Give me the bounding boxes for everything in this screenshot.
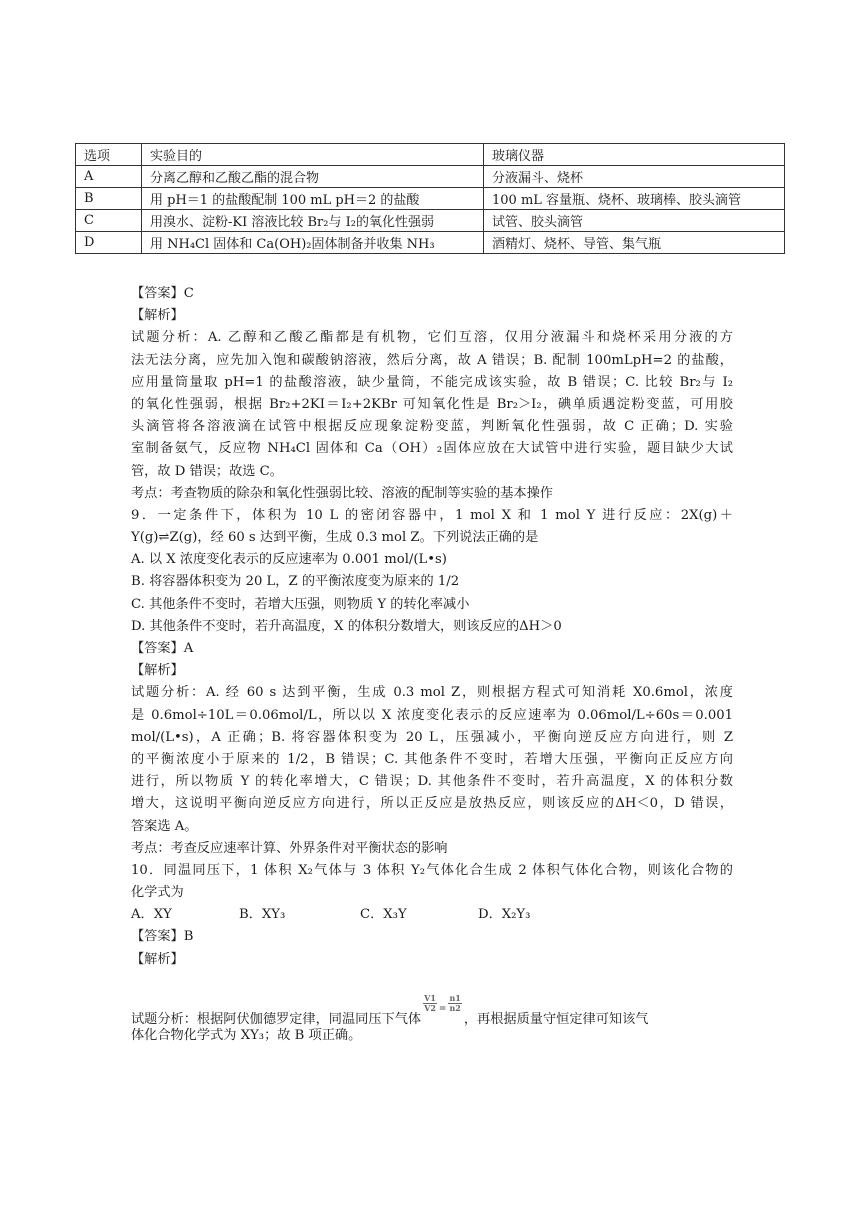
- text-line: mol/(L•s)，A 正确；B. 将容器体积变为 20 L，压强减小，平衡向逆反应方向进行，则 Z: [131, 729, 733, 745]
- text-line: 是 0.6mol÷10L＝0.06mol/L，所以以 X 浓度变化表示的反应速率为 0.06mol/L÷60s＝0.001: [131, 707, 733, 723]
- text-line: B. 将容器体积变为 20 L，Z 的平衡浓度变为原来的 1/2: [131, 574, 460, 590]
- table-header-cell: 选项: [76, 144, 142, 166]
- table-header-cell: 实验目的: [142, 144, 484, 166]
- table-cell: 用 pH＝1 的盐酸配制 100 mL pH＝2 的盐酸: [142, 188, 484, 210]
- table-cell: 分离乙醇和乙酸乙酯的混合物: [142, 166, 484, 188]
- text-line: Y(g)⇌Z(g)，经 60 s 达到平衡，生成 0.3 mol Z。下列说法正确的是: [131, 530, 539, 546]
- text-line: 的氧化性强弱，根据 Br₂+2KI＝I₂+2KBr 可知氧化性是 Br₂＞I₂，碘单质遇淀粉变蓝，可用胶: [131, 396, 733, 412]
- table-cell: 用 NH₄Cl 固体和 Ca(OH)₂固体制备并收集 NH₃: [142, 232, 484, 254]
- fraction-n-top: n1: [449, 992, 461, 1003]
- table-row: [76, 166, 785, 188]
- fraction-n-bottom: n2: [449, 1002, 461, 1013]
- q10-option-d: D．X₂Y₃: [478, 907, 531, 923]
- text-line: 9．一定条件下，体积为 10 L 的密闭容器中，1 mol X 和 1 mol Y 进行反应：2X(g)＋: [131, 507, 733, 523]
- table-cell: A: [76, 166, 142, 188]
- text-line: 管，故 D 错误；故选 C。: [131, 463, 283, 479]
- table-cell: D: [76, 232, 142, 254]
- table-cell: 分液漏斗、烧杯: [484, 166, 785, 188]
- fraction-v-bottom: V2: [424, 1002, 436, 1013]
- table-row: [76, 232, 785, 254]
- text-line: 化学式为: [131, 885, 184, 901]
- text-line: 应用量筒量取 pH=1 的盐酸溶液，缺少量筒，不能完成该实验，故 B 错误；C. 比较 Br₂与 I₂: [131, 374, 733, 390]
- table-row: [76, 188, 785, 210]
- text-line: 增大，这说明平衡向逆反应方向进行，所以正反应是放热反应，则该反应的ΔH＜0，D 错误，: [131, 796, 733, 812]
- table-cell: 酒精灯、烧杯、导管、集气瓶: [484, 232, 785, 254]
- fraction-n: [448, 994, 461, 1013]
- document-body: [131, 283, 733, 1047]
- text-line: 【解析】: [131, 663, 184, 679]
- table-cell: 100 mL 容量瓶、烧杯、玻璃棒、胶头滴管: [484, 188, 785, 210]
- text-line: 【答案】A: [131, 641, 194, 656]
- text-line: 试题分析：A. 经 60 s 达到平衡，生成 0.3 mol Z，则根据方程式可知消耗 X0.6mol，浓度: [131, 685, 733, 701]
- q10-options: [131, 904, 733, 926]
- options-table: [75, 143, 785, 254]
- table-cell: B: [76, 188, 142, 210]
- table-header-row: [76, 144, 785, 166]
- text-line: D. 其他条件不变时，若升高温度，X 的体积分数增大，则该反应的ΔH＞0: [131, 618, 562, 634]
- text-line: 试题分析：A. 乙醇和乙酸乙酯都是有机物，它们互溶，仅用分液漏斗和烧杯采用分液的方: [131, 330, 733, 346]
- fraction-v: [423, 994, 437, 1013]
- text-line: C. 其他条件不变时，若增大压强，则物质 Y 的转化率减小: [131, 596, 470, 612]
- table-cell: C: [76, 210, 142, 232]
- text-line: 进行，所以物质 Y 的转化率增大，C 错误；D. 其他条件不变时，若升高温度，X 的体积分数: [131, 774, 733, 790]
- formula-equals: =: [438, 1003, 447, 1014]
- q10-option-a: A．XY: [131, 907, 172, 923]
- table-header-cell: 玻璃仪器: [484, 144, 785, 166]
- answer-label: 【答案】B: [131, 929, 194, 945]
- text-line: 考点：考查反应速率计算、外界条件对平衡状态的影响: [131, 840, 448, 856]
- formula-text-before: 试题分析：根据阿伏伽德罗定律，同温同压下气体: [131, 1011, 422, 1027]
- text-line: 【答案】C: [131, 286, 194, 301]
- table-row: [76, 210, 785, 232]
- formula-text-after: ，再根据质量守恒定律可知该气: [463, 1011, 649, 1027]
- final-line: 体化合物化学式为 XY₃；故 B 项正确。: [131, 1027, 362, 1043]
- text-line: 头滴管将各溶液滴在试管中根据反应现象淀粉变蓝，判断氧化性强弱，故 C 正确；D. 实验: [131, 419, 733, 435]
- q10-option-c: C．X₃Y: [360, 907, 407, 923]
- text-line: 的平衡浓度小于原来的 1/2，B 错误；C. 其他条件不变时，若增大压强，平衡向正反应方向: [131, 751, 733, 767]
- text-line: 答案选 A。: [131, 818, 198, 834]
- analysis-label: 【解析】: [131, 951, 184, 967]
- text-line: 法无法分离，应先加入饱和碳酸钠溶液，然后分离，故 A 错误；B. 配制 100mLpH=2 的盐酸，: [131, 352, 733, 368]
- text-line: 室制备氨气，反应物 NH₄Cl 固体和 Ca（OH）₂固体应放在大试管中进行实验，题目缺少大试: [131, 441, 733, 457]
- q10-option-b: B．XY₃: [239, 907, 286, 923]
- text-line: A. 以 X 浓度变化表示的反应速率为 0.001 mol/(L•s): [131, 552, 447, 568]
- formula-line: [131, 993, 733, 1025]
- text-line: 【解析】: [131, 308, 184, 324]
- table-cell: 用溴水、淀粉-KI 溶液比较 Br₂与 I₂的氧化性强弱: [142, 210, 484, 232]
- text-line: 考点：考查物质的除杂和氧化性强弱比较、溶液的配制等实验的基本操作: [131, 485, 553, 501]
- table-cell: 试管、胶头滴管: [484, 210, 785, 232]
- text-line: 10．同温同压下，1 体积 X₂气体与 3 体积 Y₂气体化合生成 2 体积气体化合物，则该化合物的: [131, 862, 733, 878]
- fraction-v-top: V1: [424, 992, 436, 1003]
